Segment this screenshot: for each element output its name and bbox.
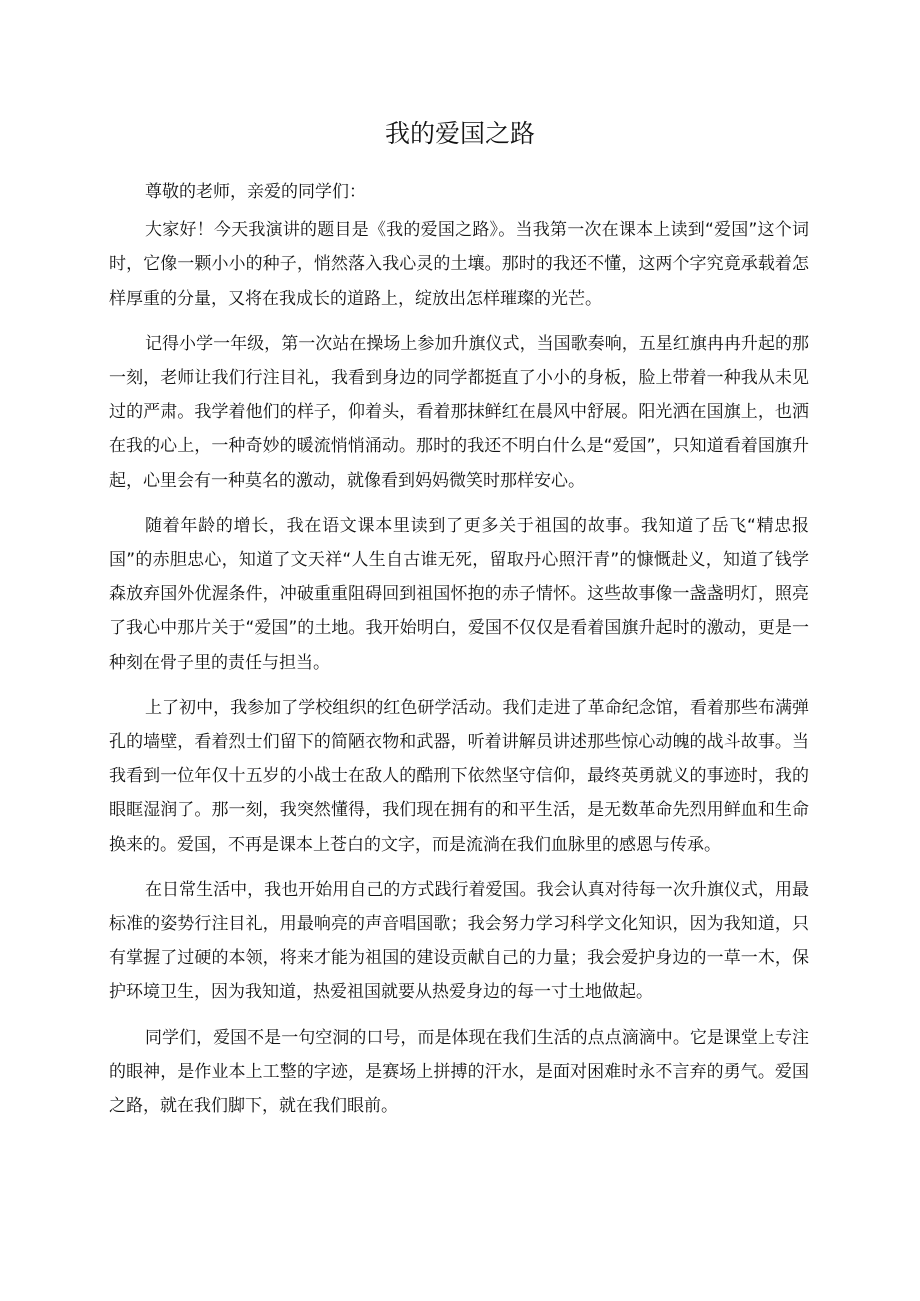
paragraph-conclusion: 同学们，爱国不是一句空洞的口号，而是体现在我们生活的点点滴滴中。它是课堂上专注的眼神，是作业本上工整的字迹，是赛场上拼搏的汗水，是面对困难时永不言弃的勇气。爱国之路，就在我们脚下，就在我们眼前。 xyxy=(109,1027,809,1117)
document-body xyxy=(109,175,809,1134)
paragraph-introduction: 大家好！今天我演讲的题目是《我的爱国之路》。当我第一次在课本上读到“爱国”这个词时，它像一颗小小的种子，悄然落入我心灵的土壤。那时的我还不懂，这两个字究竟承载着怎样厚重的分量，又将在我成长的道路上，绽放出怎样璀璨的光芒。 xyxy=(109,220,809,309)
paragraph-salutation: 尊敬的老师，亲爱的同学们： xyxy=(145,182,366,202)
paragraph-primary-school: 记得小学一年级，第一次站在操场上参加升旗仪式，当国歌奏响，五星红旗冉冉升起的那一刻，老师让我们行注目礼，我看到身边的同学都挺直了小小的身板，脸上带着一种我从未见过的严肃。我学着他们的样子，仰着头，看着那抹鲜红在晨风中舒展。阳光洒在国旗上，也洒在我的心上，一种奇妙的暖流悄悄涌动。那时的我还不明白什么是“爱国”，只知道看着国旗升起，心里会有一种莫名的激动，就像看到妈妈微笑时那样安心。 xyxy=(109,333,809,491)
paragraph-growing-up: 随着年龄的增长，我在语文课本里读到了更多关于祖国的故事。我知道了岳飞“精忠报国”的赤胆忠心，知道了文天祥“人生自古谁无死，留取丹心照汗青”的慷慨赴义，知道了钱学森放弃国外优渥条件，冲破重重阻碍回到祖国怀抱的赤子情怀。这些故事像一盏盏明灯，照亮了我心中那片关于“爱国”的土地。我开始明白，爱国不仅仅是看着国旗升起时的激动，更是一种刻在骨子里的责任与担当。 xyxy=(109,515,809,673)
paragraph-daily-life: 在日常生活中，我也开始用自己的方式践行着爱国。我会认真对待每一次升旗仪式，用最标准的姿势行注目礼，用最响亮的声音唱国歌；我会努力学习科学文化知识，因为我知道，只有掌握了过硬的本领，将来才能为祖国的建设贡献自己的力量；我会爱护身边的一草一木，保护环境卫生，因为我知道，热爱祖国就要从热爱身边的每一寸土地做起。 xyxy=(109,879,809,1003)
paragraph-junior-high: 上了初中，我参加了学校组织的红色研学活动。我们走进了革命纪念馆，看着那些布满弹孔的墙壁，看着烈士们留下的简陋衣物和武器，听着讲解员讲述那些惊心动魄的战斗故事。当我看到一位年仅十五岁的小战士在敌人的酷刑下依然坚守信仰，最终英勇就义的事迹时，我的眼眶湿润了。那一刻，我突然懂得，我们现在拥有的和平生活，是无数革命先烈用鲜血和生命换来的。爱国，不再是课本上苍白的文字，而是流淌在我们血脉里的感恩与传承。 xyxy=(109,697,809,855)
document-title: 我的爱国之路 xyxy=(384,119,535,148)
